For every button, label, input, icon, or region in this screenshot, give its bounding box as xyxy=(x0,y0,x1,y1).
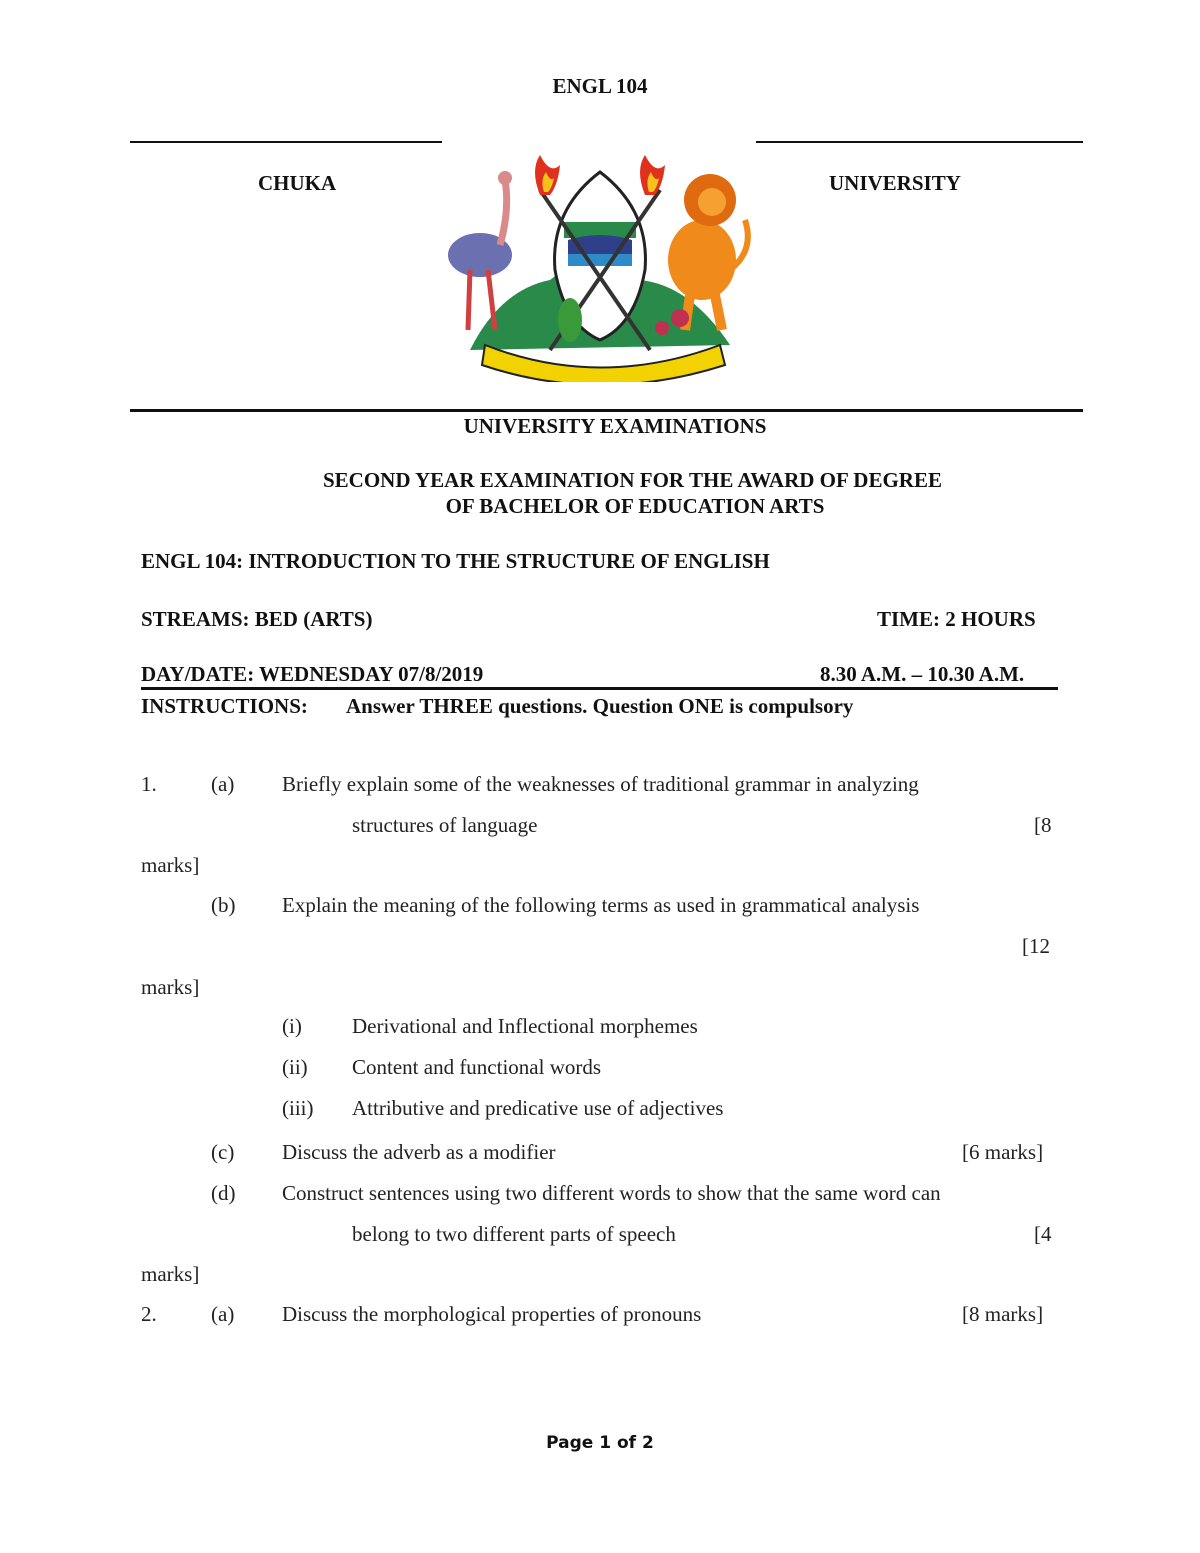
time-label: TIME: 2 HOURS xyxy=(877,607,1036,631)
question-part-label: (a) xyxy=(211,772,235,796)
sub-question-label: (ii) xyxy=(282,1055,308,1079)
crest-lion-face xyxy=(698,188,726,216)
question-part-label: (c) xyxy=(211,1140,235,1164)
question-text: Discuss the morphological properties of pronouns xyxy=(282,1302,702,1326)
question-number: 2. xyxy=(141,1302,157,1326)
sub-question-text: Content and functional words xyxy=(352,1055,602,1079)
crest-plant xyxy=(558,298,582,342)
question-marks: [8 marks] xyxy=(962,1302,1044,1326)
question-part-label: (b) xyxy=(211,893,236,917)
page-number-footer: Page 1 of 2 xyxy=(546,1433,654,1453)
crest-flower xyxy=(671,309,689,327)
exam-title-line2: OF BACHELOR OF EDUCATION ARTS xyxy=(445,494,825,518)
header-left-word: CHUKA xyxy=(258,171,337,195)
crest-ostrich-neck xyxy=(500,180,507,245)
course-title: ENGL 104: INTRODUCTION TO THE STRUCTURE OF ENGLISH xyxy=(141,549,770,573)
question-text: Briefly explain some of the weaknesses of traditional grammar in analyzing xyxy=(282,772,919,796)
streams-label: STREAMS: BED (ARTS) xyxy=(141,607,373,631)
question-marks: marks] xyxy=(141,975,200,999)
header-rule-full xyxy=(130,409,1083,412)
question-marks: [12 xyxy=(1022,934,1050,958)
instructions-label: INSTRUCTIONS: xyxy=(141,694,308,718)
sub-question-label: (iii) xyxy=(282,1096,314,1120)
question-marks: [6 marks] xyxy=(962,1140,1044,1164)
question-text: Discuss the adverb as a modifier xyxy=(282,1140,556,1164)
question-marks: marks] xyxy=(141,1262,200,1286)
crest-motto-band xyxy=(568,254,632,266)
header-rule-left xyxy=(130,141,442,143)
crest-ostrich-head xyxy=(498,171,512,185)
hours-label: 8.30 A.M. – 10.30 A.M. xyxy=(820,662,1025,686)
date-label: DAY/DATE: WEDNESDAY 07/8/2019 xyxy=(141,662,484,686)
question-part-label: (a) xyxy=(211,1302,235,1326)
question-marks: [8 xyxy=(1034,813,1052,837)
sub-question-text: Derivational and Inflectional morphemes xyxy=(352,1014,698,1038)
question-number: 1. xyxy=(141,772,157,796)
exam-type-title: UNIVERSITY EXAMINATIONS xyxy=(463,414,767,438)
exam-title-line1: SECOND YEAR EXAMINATION FOR THE AWARD OF DEGREE xyxy=(323,468,942,492)
question-text: belong to two different parts of speech xyxy=(352,1222,676,1246)
question-text: structures of language xyxy=(352,813,538,837)
instructions-rule xyxy=(141,687,1058,690)
question-text: Explain the meaning of the following terms as used in grammatical analysis xyxy=(282,893,920,917)
header-right-word: UNIVERSITY xyxy=(829,171,961,195)
crest-banner xyxy=(482,345,725,382)
question-marks: [4 xyxy=(1034,1222,1052,1246)
question-marks: marks] xyxy=(141,853,200,877)
sub-question-label: (i) xyxy=(282,1014,302,1038)
exam-code-header: ENGL 104 xyxy=(552,74,648,98)
crest-lion-body xyxy=(668,220,736,300)
question-part-label: (d) xyxy=(211,1181,236,1205)
question-text: Construct sentences using two different words to show that the same word can xyxy=(282,1181,941,1205)
header-rule-right xyxy=(756,141,1083,143)
university-crest-logo xyxy=(440,150,758,382)
sub-question-text: Attributive and predicative use of adjectives xyxy=(352,1096,724,1120)
instructions-text: Answer THREE questions. Question ONE is compulsory xyxy=(346,694,854,718)
